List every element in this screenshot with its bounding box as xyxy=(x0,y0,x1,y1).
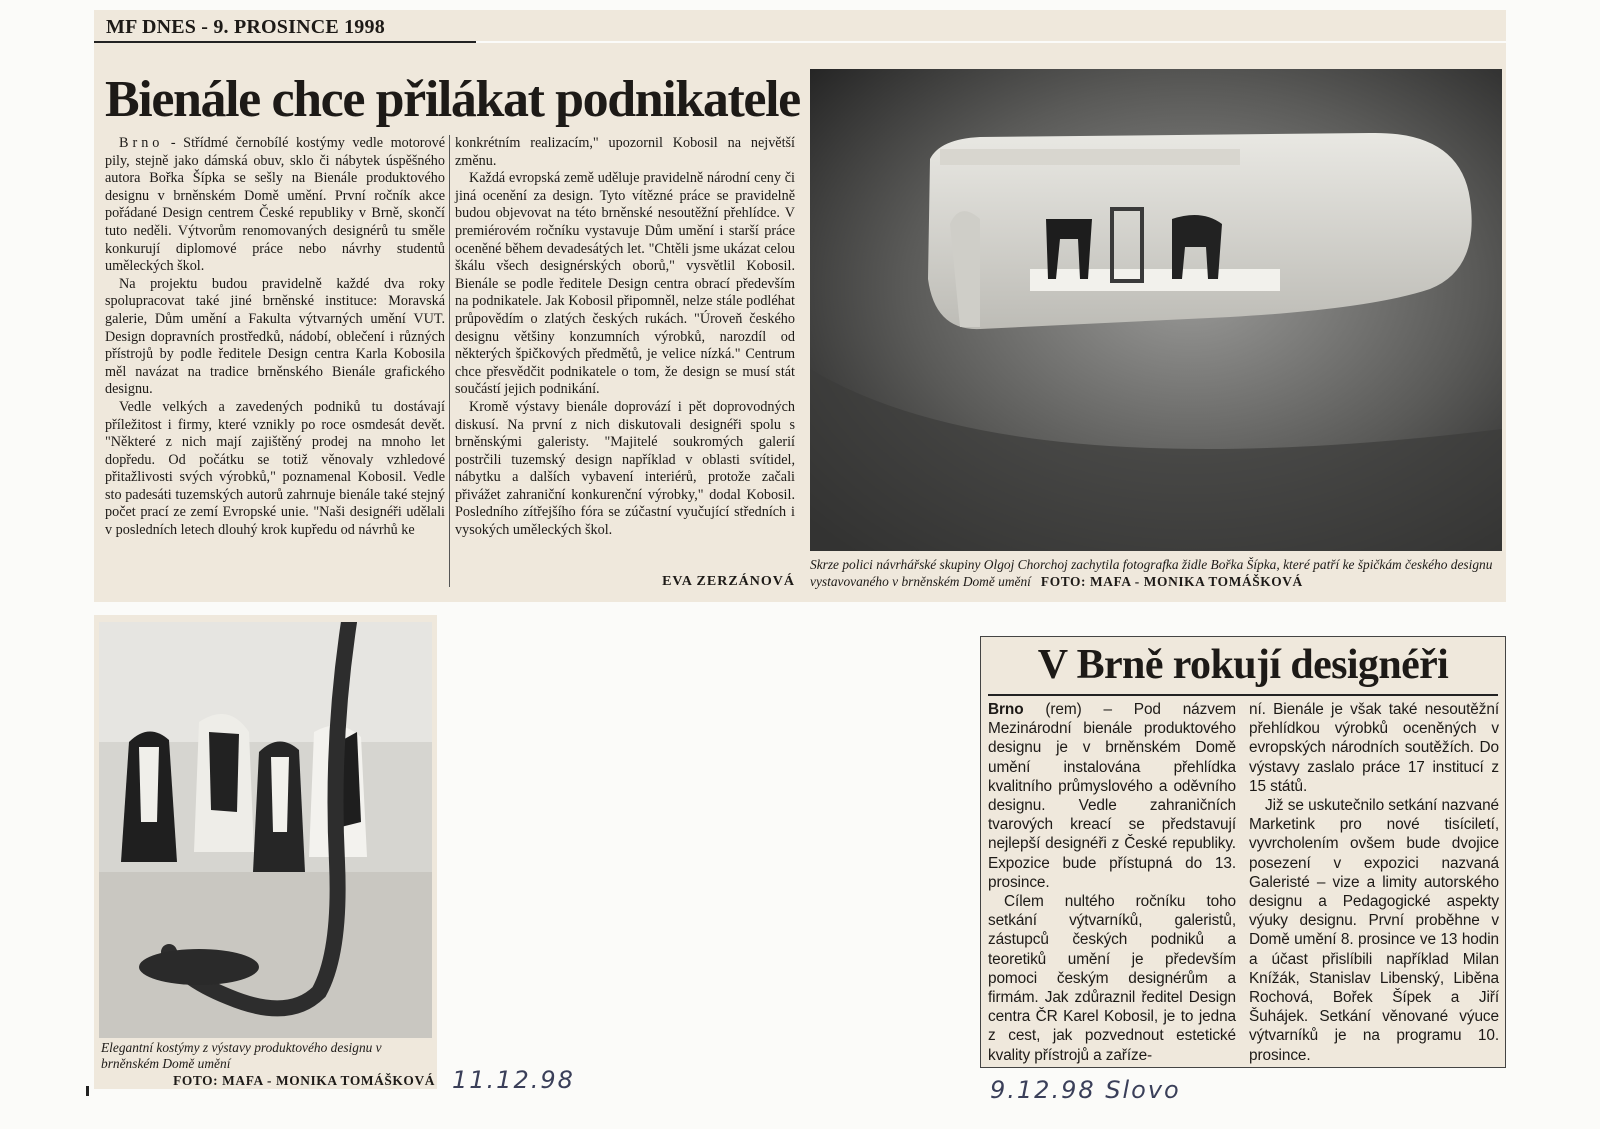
masthead: MF DNES - 9. PROSINCE 1998 xyxy=(94,10,476,43)
column-divider xyxy=(449,135,450,587)
costumes-photo-image xyxy=(99,622,432,1038)
main-photo xyxy=(810,69,1502,551)
short-article-dateline: Brno xyxy=(988,701,1024,718)
masthead-gap xyxy=(476,41,1506,43)
main-photo-image xyxy=(810,69,1502,551)
main-article-paragraph: Na projektu budou pravidelně každé dva roky spolupracovat také jiné brněnské instituce: Moravská galerie, Dům umění a Fakulta výtvarných umění VUT. Design dopravních prostředků, nádobí, oblečení i různých přístrojů by podle ředitele Design centra Karla Kobosila měl navázat na tradice brněnského Bienále grafického designu. xyxy=(105,275,445,398)
main-article-paragraph: Vedle velkých a zavedených podniků tu dostávají příležitost i firmy, které vznikly po roce osmdesát devět. "Některé z nich mají zajištěný prodej na mnoho let dopředu. Od počátku se totiž věnovaly vzhledové přitažlivosti svých výrobků," poznamenal Kobosil. Vedle sto padesáti tuzemských autorů zahrnuje bienále také stejný počet prací ze zemí Evropské unie. "Naši designéři udělali v posledních letech dlouhý krok kupředu od návrhů ke xyxy=(105,398,445,539)
short-article-paragraph: Již se uskutečnilo setkání nazvané Marketink pro nové tisíciletí, vyvrcholením ovšem bude dvojice posezení v expozici nazvaná Galeristé – vize a limity autorského designu a Pedagogické aspekty výuky designu. První proběhne v Domě umění 8. prosince ve 13 hodin a účast přislíbili například Milan Knížák, Stanislav Libenský, Liběna Rochová, Bořek Šípek a Jiří Šuhájek. Setkání věnované výuce výtvarníků je na programu 10. prosince. xyxy=(1249,797,1499,1064)
short-article-paragraph: Cílem nultého ročníku toho setkání výtvarníků, galeristů, zástupců českých podniků a teoretiků umění je především pomoci českým designérům a firmám. Jak zdůraznil ředitel Design centra ČR Karel Kobosil, je to jedna z cest, jak pozvednout estetické kvality přístrojů a zaříze- xyxy=(988,893,1236,1064)
short-article-column-1 xyxy=(988,700,1236,1065)
main-photo-caption: Skrze polici návrhářské skupiny Olgoj Chorchoj zachytila fotografka židle Bořka Šípka, které patří ke špičkám českého designu vystavovaného v brněnském Domě umění FOTO: MAFA - MONIKA TOMÁŠKOVÁ xyxy=(810,557,1493,589)
handwritten-date: 11.12.98 xyxy=(452,1066,575,1094)
dateline: Brno xyxy=(119,135,164,151)
main-article-paragraph: Brno - Střídmé černobílé kostýmy vedle motorové pily, stejně jako dámská obuv, sklo či nábytek úspěšného autora Bořka Šípka se sešly na Bienále produktového designu v brněnském Domě umění. První ročník akce pořádané Design centrem České republiky v Brně, skončí tuto neděli. Výtvorům renomovaných designérů tu směle konkurují diplomové práce nebo návrhy studentů uměleckých škol. xyxy=(105,135,445,275)
headline-rule xyxy=(988,694,1498,696)
costumes-photo-credit: FOTO: MAFA - MONIKA TOMÁŠKOVÁ xyxy=(173,1073,435,1088)
short-article-column-2 xyxy=(1249,700,1499,1065)
main-article-column-2 xyxy=(455,135,795,540)
short-article-paragraph: Brno (rem) – Pod názvem Mezinárodní bienále produktového designu je v brněnském Domě umění instalována přehlídka kvalitního průmyslového a oděvního designu. Vedle zahraničních tvarových kreací se představují nejlepší designéři z České republiky. Expozice bude přístupná do 13. prosince. xyxy=(988,701,1236,891)
main-headline: Bienále chce přilákat podnikatele xyxy=(105,71,800,128)
main-article-paragraph: Každá evropská země uděluje pravidelně národní ceny či jiná ocenění za design. Tyto vítězné práce se pravidelně budou objevovat na této brněnské nesoutěžní přehlídce. V premiérovém ročníku vystavuje Dům umění i starší práce oceněné během devadesátých let. "Chtěli jsme ukázat celou škálu všech designérských oborů," vysvětlil Kobosil. Bienále se podle ředitele Design centra obrací především na podnikatele. Jak Kobosil připomněl, nelze stále podléhat průpovědím o zlatých českých rukách. "Úroveň českého designu většiny konzumních výrobků, narozdíl od některých špičkových předmětů, je velice nízká." Centrum chce přesvědčit podnikatele o tom, že design se musí stát součástí jejich podnikání. xyxy=(455,170,795,398)
main-article-column-1 xyxy=(105,135,445,540)
short-article-paragraph: ní. Bienále je však také nesoutěžní přehlídkou výrobků oceněných v evropských národních soutěžích. Do výstavy zaslalo práce 17 institucí z 15 států. xyxy=(1249,701,1499,795)
main-article-paragraph: Kromě výstavy bienále doprovází i pět doprovodných diskusí. Na první z nich diskutovali designéři spolu s brněnskými galeristy. "Majitelé soukromých galerií postrčili tuzemský design například v oblasti svítidel, nábytku a dalších vybavení interiérů, protože začali přivážet zahraniční konkurenční výrobky," dodal Kobosil. Posledního zítřejšího fóra se zúčastní vyučující středních i vysokých uměleckých škol. xyxy=(455,398,795,539)
costumes-photo-caption: Elegantní kostýmy z výstavy produktového designu v brněnském Domě umění xyxy=(101,1040,382,1071)
handwritten-note: 9.12.98 Slovo xyxy=(990,1076,1181,1104)
short-article-headline: V Brně rokují designéři xyxy=(1037,642,1449,688)
main-photo-credit: FOTO: MAFA - MONIKA TOMÁŠKOVÁ xyxy=(1040,574,1303,589)
edge-mark xyxy=(86,1086,89,1096)
main-article-paragraph: konkrétním realizacím," upozornil Kobosil na největší změnu. xyxy=(455,135,795,169)
byline: EVA ZERZÁNOVÁ xyxy=(662,574,795,589)
costumes-photo xyxy=(99,622,432,1038)
